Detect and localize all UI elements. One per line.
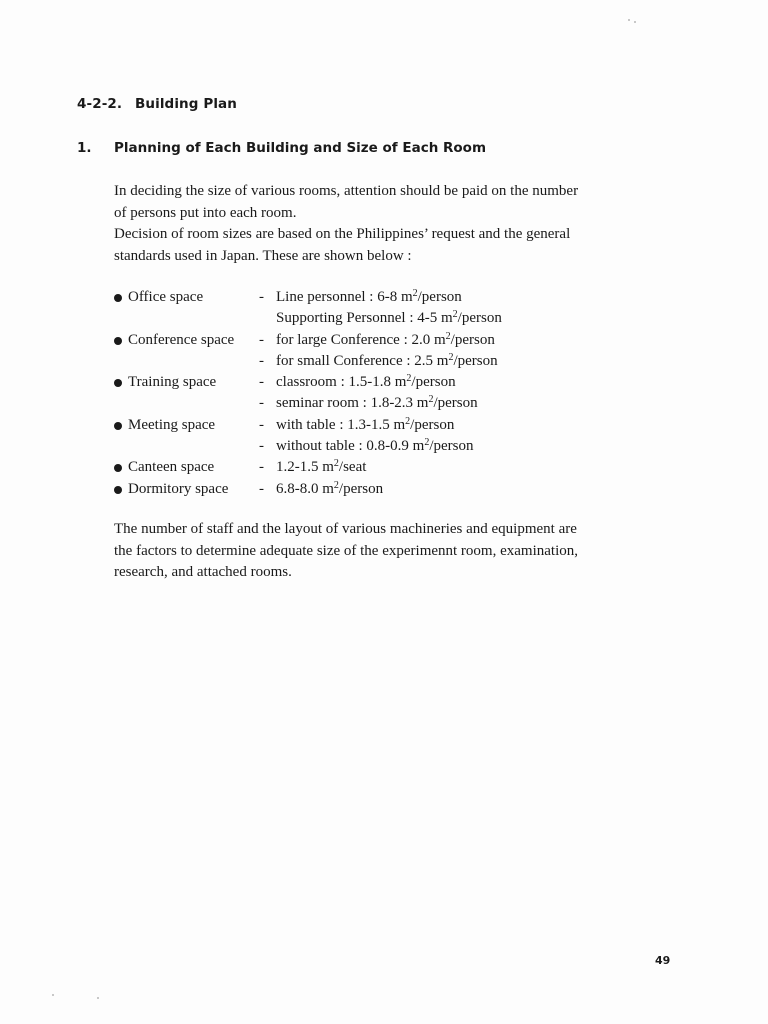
bullet-icon — [114, 379, 122, 387]
space-label: Training space — [128, 374, 217, 391]
text-line: Decision of room sizes are based on the Philippines’ request and the general — [114, 226, 571, 242]
space-standard: with table : 1.3-1.5 $m^2$/person — [276, 415, 455, 433]
space-standard: classroom : 1.5-1.8 $m^2$/person — [276, 373, 456, 391]
subsection-title: Planning of Each Building and Size of Each Room — [114, 140, 487, 156]
space-standard: 1.2-1.5 $m^2$/seat — [276, 458, 367, 476]
dash: - — [259, 289, 264, 305]
closing-paragraph — [114, 519, 644, 584]
page-number: 49 — [655, 954, 671, 967]
bullet-icon — [114, 337, 122, 345]
text-line: the factors to determine adequate size of the experimennt room, examination, — [114, 542, 578, 559]
dash: - — [259, 438, 264, 455]
space-label: Office space — [128, 289, 204, 305]
space-standard: Supporting Personnel : 4-5 $m^2$/person — [276, 309, 502, 327]
bullet-icon — [114, 294, 122, 302]
dash: - — [259, 331, 264, 348]
dash: - — [259, 374, 264, 391]
space-label: Canteen space — [128, 459, 215, 476]
space-standard: without table : 0.8-0.9 $m^2$/person — [276, 437, 474, 455]
subsection-number: 1. — [77, 140, 92, 156]
dash: - — [259, 352, 264, 369]
bullet-icon — [114, 464, 122, 472]
space-standard: for small Conference : 2.5 $m^2$/person — [276, 351, 498, 369]
space-standard: for large Conference : 2.0 $m^2$/person — [276, 330, 495, 348]
scan-speck — [634, 21, 636, 23]
space-standard: seminar room : 1.8-2.3 $m^2$/person — [276, 394, 478, 412]
bullet-icon — [114, 486, 122, 494]
space-label: Conference space — [128, 331, 235, 348]
scan-speck — [628, 19, 630, 21]
dash: - — [259, 459, 264, 476]
text-line: The number of staff and the layout of various machineries and equipment are — [114, 521, 577, 537]
text-line: standards used in Japan. These are shown below : — [114, 247, 412, 264]
bullet-icon — [114, 422, 122, 430]
space-label: Meeting space — [128, 416, 216, 433]
scan-speck — [52, 994, 54, 996]
space-label: Dormitory space — [128, 480, 229, 497]
dash: - — [259, 395, 264, 412]
text-line: research, and attached rooms. — [114, 564, 292, 580]
intro-paragraph — [114, 181, 644, 267]
space-standard: 6.8-8.0 $m^2$/person — [276, 479, 384, 497]
section-number: 4-2-2. — [77, 96, 123, 112]
space-standard: Line personnel : 6-8 $m^2$/person — [276, 288, 462, 305]
subsection-heading — [77, 140, 486, 156]
text-line: of persons put into each room. — [114, 204, 297, 221]
section-title: Building Plan — [135, 96, 237, 112]
dash: - — [259, 480, 264, 497]
scan-speck — [97, 997, 99, 999]
section-heading — [77, 96, 237, 112]
text-line: In deciding the size of various rooms, attention should be paid on the number — [114, 183, 579, 199]
dash: - — [259, 416, 264, 433]
